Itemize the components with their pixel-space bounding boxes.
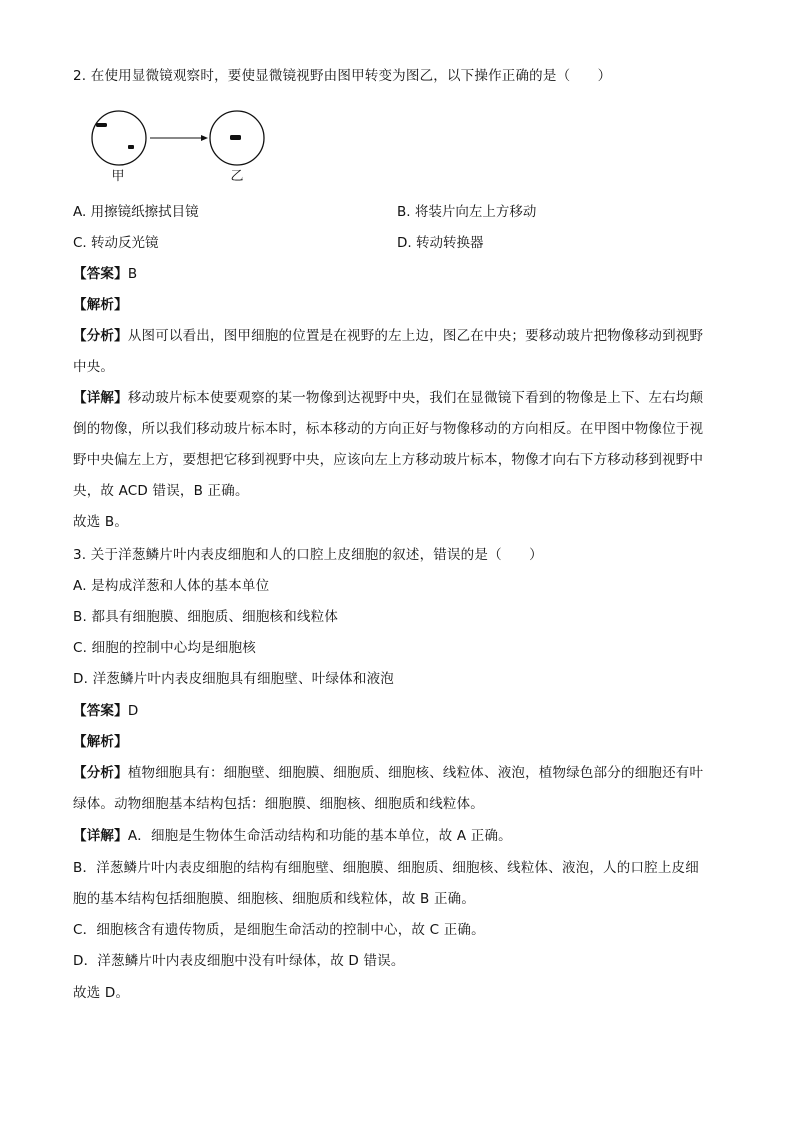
q2-answer <box>73 264 137 284</box>
figure-label-a: 甲 <box>111 169 125 184</box>
arrow <box>150 135 208 141</box>
q2-option-d: D. 转动转换器 <box>397 235 484 251</box>
q3-conclusion: 故选 D。 <box>73 985 130 1001</box>
q3-fenxi-2: 绿体。动物细胞基本结构包括：细胞膜、细胞核、细胞质和线粒体。 <box>73 796 484 812</box>
q3-xiangjie-3: 胞的基本结构包括细胞膜、细胞核、细胞质和线粒体，故 B 正确。 <box>73 891 476 907</box>
q3-analysis-tag: 【解析】 <box>73 734 128 750</box>
q3-fenxi-1 <box>73 763 703 783</box>
xiangjie-text: 移动玻片标本使要观察的某一物像到达视野中央，我们在显微镜下看到的物像是上下、左右均颠 <box>127 390 704 406</box>
q3-option-d: D. 洋葱鳞片叶内表皮细胞具有细胞壁、叶绿体和液泡 <box>73 671 394 687</box>
answer-tag: 【答案】 <box>73 703 128 719</box>
q3-option-a: A. 是构成洋葱和人体的基本单位 <box>73 578 270 594</box>
q3-xiangjie-4: C．细胞核含有遗传物质，是细胞生命活动的控制中心，故 C 正确。 <box>73 922 485 938</box>
q2-fenxi-1 <box>73 326 703 346</box>
q2-option-b: B. 将装片向左上方移动 <box>397 204 537 220</box>
q2-xiangjie-1 <box>73 388 703 408</box>
q2-xiangjie-3: 野中央偏左上方，要想把它移到视野中央，应该向左上方移动玻片标本，物像才向右下方移动移到视野中 <box>73 452 704 468</box>
q3-xiangjie-5: D．洋葱鳞片叶内表皮细胞中没有叶绿体，故 D 错误。 <box>73 953 405 969</box>
fenxi-tag: 【分析】 <box>73 328 128 344</box>
q3-option-c: C. 细胞的控制中心均是细胞核 <box>73 640 257 656</box>
q3-xiangjie-2: B．洋葱鳞片叶内表皮细胞的结构有细胞壁、细胞膜、细胞质、细胞核、线粒体、液泡，人的口腔上皮细 <box>73 860 699 876</box>
q2-stem: 2. 在使用显微镜观察时，要使显微镜视野由图甲转变为图乙，以下操作正确的是（ ） <box>73 68 612 84</box>
figure-label-b: 乙 <box>230 169 244 184</box>
answer-value: B <box>127 266 138 282</box>
xiangjie-tag: 【详解】 <box>73 390 128 406</box>
xiangjie-tag: 【详解】 <box>73 828 128 844</box>
q3-stem: 3. 关于洋葱鳞片叶内表皮细胞和人的口腔上皮细胞的叙述，错误的是（ ） <box>73 547 543 563</box>
fenxi-text: 植物细胞具有：细胞壁、细胞膜、细胞质、细胞核、线粒体、液泡，植物绿色部分的细胞还有叶 <box>127 765 704 781</box>
q3-option-b: B. 都具有细胞膜、细胞质、细胞核和线粒体 <box>73 609 339 625</box>
fenxi-text: 从图可以看出，图甲细胞的位置是在视野的左上边，图乙在中央；要移动玻片把物像移动到视野 <box>127 328 704 344</box>
q2-option-c: C. 转动反光镜 <box>73 235 159 251</box>
fenxi-tag: 【分析】 <box>73 765 128 781</box>
q2-conclusion: 故选 B。 <box>73 514 129 530</box>
q2-option-a: A. 用擦镜纸擦拭目镜 <box>73 204 199 220</box>
q2-xiangjie-2: 倒的物像，所以我们移动玻片标本时，标本移动的方向正好与物像移动的方向相反。在甲图中物像位于视 <box>73 421 704 437</box>
q2-analysis-tag: 【解析】 <box>73 297 128 313</box>
q2-xiangjie-4: 央，故 ACD 错误，B 正确。 <box>73 483 249 499</box>
q2-fenxi-2: 中央。 <box>73 359 115 375</box>
q3-answer <box>73 701 138 721</box>
answer-tag: 【答案】 <box>73 266 128 282</box>
field-of-view-b <box>210 111 264 165</box>
field-of-view-a <box>92 111 146 165</box>
microscope-figure <box>84 105 274 185</box>
xiangjie-text: A．细胞是生物体生命活动结构和功能的基本单位，故 A 正确。 <box>127 828 512 844</box>
answer-value: D <box>127 703 139 719</box>
q3-xiangjie-1 <box>73 826 512 846</box>
